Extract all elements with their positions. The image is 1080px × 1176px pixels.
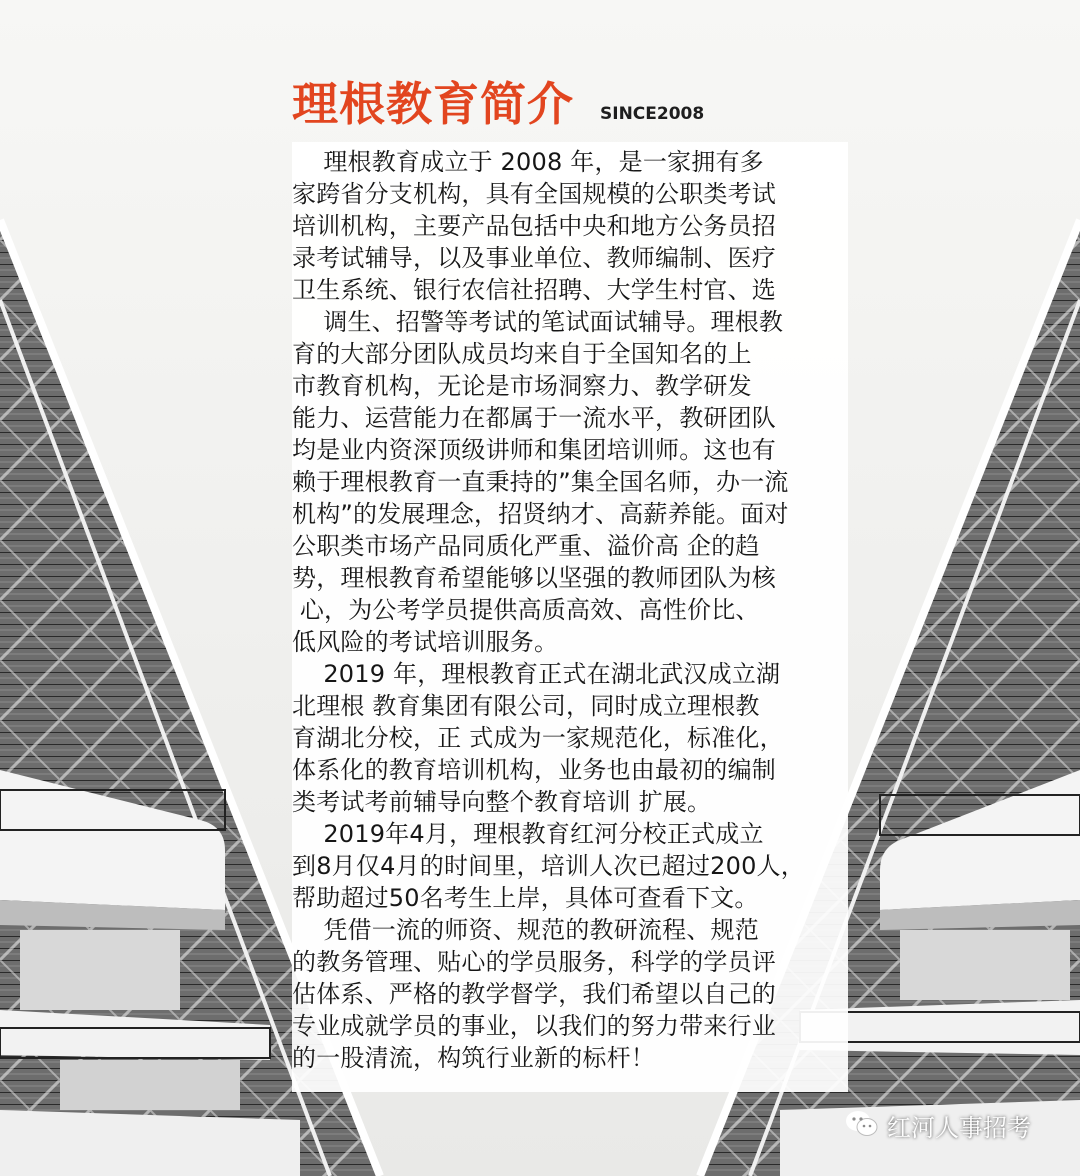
text-line: 调生、招警等考试的笔试面试辅导。理根教 [292,308,784,336]
text-line: 到8月仅4月的时间里，培训人次已超过200人， [292,852,805,880]
text-line: 机构”的发展理念，招贤纳才、高薪养能。面对 [292,500,789,528]
text-line: 的一股清流，构筑行业新的标杆！ [292,1044,655,1072]
text-line: 理根教育成立于 2008 年，是一家拥有多 [292,148,764,176]
text-line: 专业成就学员的事业，以我们的努力带来行业 [292,1012,776,1040]
text-line: 低风险的考试培训服务。 [292,628,559,656]
text-line: 培训机构，主要产品包括中央和地方公务员招 [292,212,776,240]
text-line: 育湖北分校，正 式成为一家规范化，标准化， [292,724,784,752]
text-line: 2019 年，理根教育正式在湖北武汉成立湖 [292,660,781,688]
text-line: 类考试考前辅导向整个教育培训 扩展。 [292,788,712,816]
text-line: 估体系、严格的教学督学，我们希望以自己的 [292,980,776,1008]
text-line: 势，理根教育希望能够以坚强的教师团队为核 [292,564,776,592]
text-line: 市教育机构，无论是市场洞察力、教学研发 [292,372,752,400]
text-line: 赖于理根教育一直秉持的”集全国名师，办一流 [292,468,789,496]
text-line: 能力、运营能力在都属于一流水平，教研团队 [292,404,776,432]
text-line: 卫生系统、银行农信社招聘、大学生村官、选 [292,276,776,304]
text-line: 公职类市场产品同质化严重、溢价高 企的趋 [292,532,760,560]
wechat-icon [845,1109,879,1143]
page-title: 理根教育简介 [292,77,574,131]
watermark-text: 红河人事招考 [887,1114,1031,1142]
text-line: 心，为公考学员提供高质高效、高性价比、 [292,596,760,624]
text-line: 录考试辅导，以及事业单位、教师编制、医疗 [292,244,776,272]
text-line: 家跨省分支机构，具有全国规模的公职类考试 [292,180,776,208]
since-tag: SINCE2008 [600,104,705,124]
text-line: 北理根 教育集团有限公司，同时成立理根教 [292,692,760,720]
text-line: 帮助超过50名考生上岸，具体可查看下文。 [292,884,759,912]
text-line: 凭借一流的师资、规范的教研流程、规范 [292,916,759,944]
title-row [292,62,704,132]
text-line: 的教务管理、贴心的学员服务，科学的学员评 [292,948,776,976]
text-line: 育的大部分团队成员均来自于全国知名的上 [292,340,752,368]
text-line: 均是业内资深顶级讲师和集团培训师。这也有 [292,436,776,464]
account-watermark [845,1108,1031,1143]
text-line: 体系化的教育培训机构，业务也由最初的编制 [292,756,776,784]
text-line: 2019年4月，理根教育红河分校正式成立 [292,820,764,848]
